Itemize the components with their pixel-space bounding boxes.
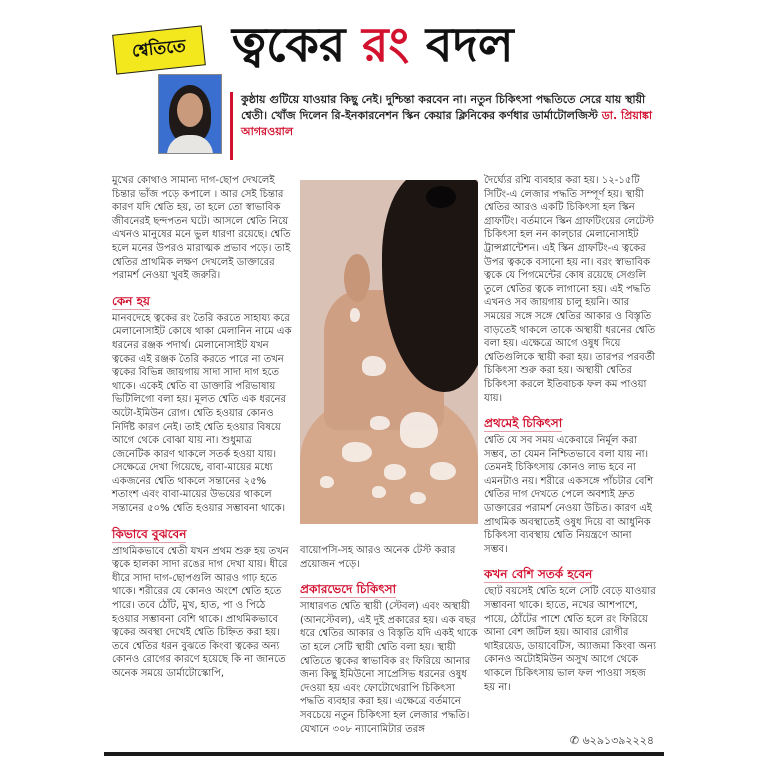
subheading-why: কেন হয় bbox=[112, 293, 150, 308]
vitiligo-back-photo bbox=[300, 180, 478, 524]
author-name: ডা. প্রিয়াঙ্কা আগরওয়াল bbox=[241, 109, 653, 138]
col2-paragraph-1: বায়োপসি-সহ আরও অনেক টেস্ট করার প্রয়োজন পড়ে। bbox=[300, 545, 456, 570]
col3-paragraph-2: শ্বেতি যে সব সময় একেবারে নির্মূল করা সম্ভব, তা যেমন নিশ্চিতভাবে বলা যায় না। তেমনই চিকিৎসায় কোনও লাভ হবে না এমনটাও নয়। শরীরে একসঙ্গে পাঁচটার বেশি শ্বেতির দাগ দেখতে পেলে অবশ্যই দ্রুত ডাক্তারের পরামর্শ নেওয়া উচিত। কারণ এই প্রাথমিক অবস্থাতেই ওষুধ দিয়ে বা আধুনিক চিকিৎসা ব্যবস্থায় শ্বেতি নিয়ন্ত্রণে আনা সম্ভব। bbox=[484, 435, 654, 555]
column-3 bbox=[484, 174, 656, 696]
headline bbox=[232, 14, 514, 76]
col1-paragraph-1: মুখের কোথাও সামান্য দাগ-ছোপ দেখলেই চিন্তার ভাঁজ পড়ে কপালে । আর সেই চিন্তার কারণ যদি শ্বেতি হয়, তা হলে তো স্বাভাবিক জীবনেরই ছন্দপতন ঘটে। আসলে শ্বেতি নিয়ে এখনও মানুষের মনে ভুল ধারণা রয়েছে। শ্বেতি হলে মনের উপরও মারাত্মক প্রভাব পড়ে। তাই শ্বেতির প্রাথমিক লক্ষণ দেখলেই ডাক্তারের পরামর্শ নেওয়া খুবই জরুরি। bbox=[112, 175, 291, 282]
bottom-rule bbox=[104, 752, 664, 756]
newspaper-article bbox=[104, 8, 664, 760]
author-photo bbox=[158, 74, 222, 154]
col3-paragraph-1: দৈর্ঘ্যের রশ্মি ব্যবহার করা হয়। ১২-১৫টি সিটিং-এ লেজার পদ্ধতি সম্পূর্ণ হয়। স্থায়ী শ্বেতির আরও একটি চিকিৎসা হল স্কিন গ্রাফটিং। বর্তমানে স্কিন গ্রাফটিংয়ের লেটেস্ট চিকিৎসা হল নন কাল্চার মেলানোসাইট ট্রান্সপ্লান্টেশন। এই স্কিন গ্রাফটিং-এ ত্বকের উপর ত্বককে বসানো হয় না। বরং স্বাভাবিক ত্বকে যে পিগমেন্টের কোষ রয়েছে সেগুলি তুলে শ্বেতির ত্বকে লাগানো হয়। এই পদ্ধতি এখনও সব জায়গায় চালু হয়নি। আর সময়ের সঙ্গে সঙ্গে শ্বেতির আকার ও বিস্তৃতি বাড়তেই থাকলে তাকে অস্থায়ী ধরনের শ্বেতি বলা হয়। এক্ষেত্রে আগে ওষুধ দিয়ে শ্বেতিগুলিকে স্থায়ী করা হয়। তারপর পরবর্তী চিকিৎসা শুরু করা হয়। অস্থায়ী শ্বেতির চিকিৎসা করলে ইতিবাচক ফল কম পাওয়া যায়। bbox=[484, 175, 656, 404]
column-2 bbox=[300, 544, 478, 738]
col3-paragraph-3: ছোট বয়সেই শ্বেতি হলে সেটি বেড়ে যাওয়ার সম্ভাবনা থাকে। হাতে, নখের আশপাশে, পায়ে, ঠোঁটের পাশে শ্বেতি হলে রং ফিরিয়ে আনা বেশ জটিল হয়। আবার রোগীর থাইরয়েড, ডায়াবেটিস, অ্যাজমা কিংবা অন্য কোনও অটোইমিউন অসুখ আগে থেকে থাকলে চিকিৎসায় ভাল ফল পাওয়া সহজ হয় না। bbox=[484, 586, 656, 693]
headline-accent: রং bbox=[362, 17, 410, 73]
intro-text: কুষ্ঠায় গুটিয়ে যাওয়ার কিছু নেই। দুশ্চিন্তা করবেন না। নতুন চিকিৎসা পদ্ধতিতে সেরে যায় স্থায়ী শ্বেতী। খোঁজ দিলেন রি-ইনকারনেশন স্কিন কেয়ার ক্লিনিকের কর্ণধার ডার্মাটোলজিস্ট bbox=[241, 93, 646, 122]
headline-part2: বদল bbox=[409, 17, 514, 73]
subheading-when-to-be-careful: কখন বেশি সতর্ক হবেন bbox=[484, 567, 593, 582]
intro-block bbox=[230, 92, 660, 160]
subheading-treatment-by-type: প্রকারভেদে চিকিৎসা bbox=[300, 582, 397, 597]
col1-paragraph-3: প্রাথমিকভাবে শ্বেতী যখন প্রথম শুরু হয় তখন ত্বকে হালকা সাদা রঙের দাগ দেখা যায়। ধীরে ধীরে সাদা দাগ-ছোপগুলি আরও গাঢ় হতে থাকে। শরীরের যে কোনও অংশে শ্বেতি হতে পারে। তবে ঠোঁট, মুখ, হাত, পা ও পিঠে হওয়ার সম্ভাবনা বেশি থাকে। প্রাথমিকভাবে ত্বকের অবস্থা দেখেই শ্বেতি চিহ্নিত করা হয়। তবে শ্বেতির ধরন বুঝতে কিংবা ত্বকের অন্য কোনও রোগের কারণে হয়েছে কি না জানতে অনেক সময়ে ডার্মাটোস্কোপি, bbox=[112, 545, 289, 679]
col1-paragraph-2: মানবদেহে ত্বকের রং তৈরি করতে সাহায্য করে মেলানোসাইট কোষে থাকা মেলানিন নামে এক ধরনের রঞ্জক পদার্থ। মেলানোসাইট যখন ত্বকের এই রঞ্জক তৈরি করতে পারে না তখন ত্বকের বিভিন্ন জায়গায় সাদা সাদা দাগ হতে থাকে। একেই শ্বেতি বা ডাক্তারি পরিভাষায় ভিটিলিগো বলা হয়। মূলত শ্বেতি এক ধরনের অটো-ইমিউন রোগ। শ্বেতি হওয়ার কোনও নির্দিষ্ট কারণ নেই। তাই শ্বেতি হওয়ার বিষয়ে আগে থেকে বোঝা যায় না। শুধুমাত্র জেনেটিক কারণ থাকলে সতর্ক হওয়া যায়। সেক্ষেত্রে দেখা গিয়েছে, বাবা-মায়ের মধ্যে একজনের শ্বেতি থাকলে সন্তানের ২৫% শতাংশ এবং বাবা-মায়ের উভয়ের থাকলে সন্তানের ৫০% শ্বেতি হওয়ার সম্ভাবনা থাকে। bbox=[112, 312, 292, 515]
headline-part1: ত্বকের bbox=[232, 17, 363, 73]
column-1 bbox=[112, 174, 292, 683]
phone-number: ✆ ৬২৯১৩৯২২২৪ bbox=[569, 734, 654, 747]
subheading-how-to-identify: কিভাবে বুঝবেন bbox=[112, 526, 187, 541]
subheading-early-treatment: প্রথমেই চিকিৎসা bbox=[484, 416, 563, 431]
section-tag: শ্বেতিতে bbox=[112, 25, 206, 74]
col2-paragraph-2: সাধারণত শ্বেতি স্থায়ী (স্টেবল) এবং অস্থায়ী (আনস্টেবল), এই দুই প্রকারের হয়। এক বছর ধরে শ্বেতির আকার ও বিস্তৃতি যদি একই থাকে তা হলে সেটি স্থায়ী শ্বেতি বলা হয়। স্থায়ী শ্বেতিতে ত্বকের স্বাভাবিক রং ফিরিয়ে আনার জন্য কিছু ইমিউনো সাপ্রেসিভ ধরনের ওষুধ দেওয়া হয় এবং ফোটোথেরাপি চিকিৎসা পদ্ধতি ব্যবহার করা হয়। এক্ষেত্রে বর্তমানে সবচেয়ে নতুন চিকিৎসা হল লেজার পদ্ধতি। যেখানে ৩০৮ ন্যানোমিটার তরঙ্গ bbox=[300, 601, 478, 735]
